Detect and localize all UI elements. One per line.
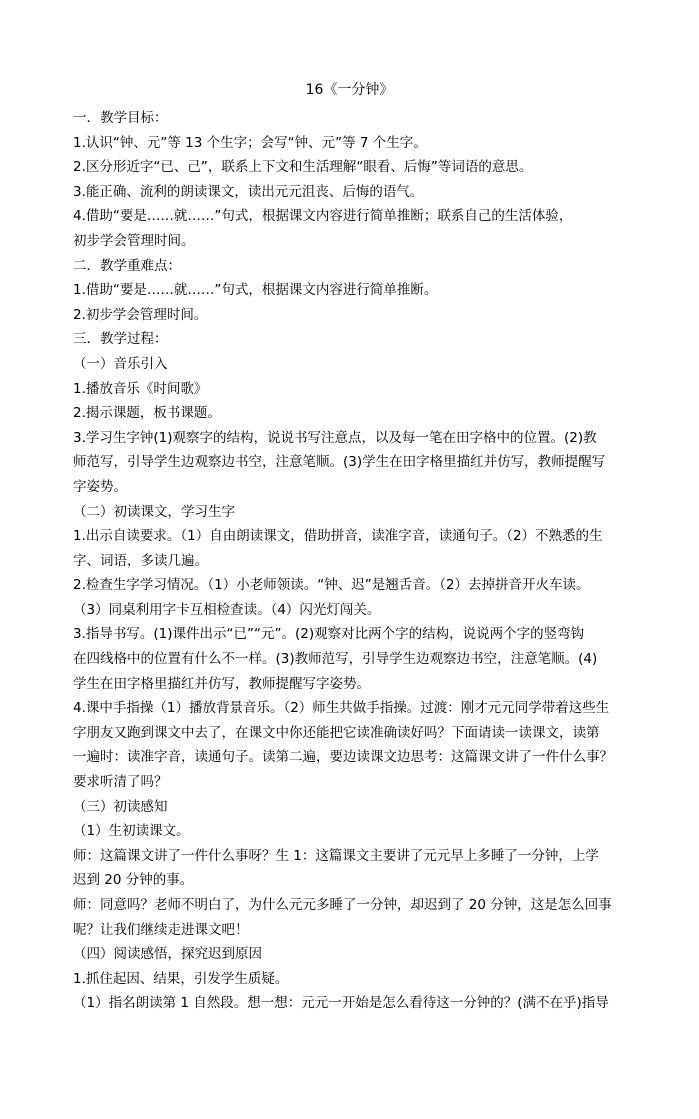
body-line: 3.指导书写。(1)课件出示“已”“元”。(2)观察对比两个字的结构，说说两个字的竖弯钩 (73, 626, 585, 643)
body-line: 4.借助“要是……就……”句式，根据课文内容进行简单推断；联系自己的生活体验， (73, 208, 573, 225)
body-line: （一）音乐引入 (73, 355, 168, 372)
document-body (73, 106, 633, 1016)
body-line: 1.播放音乐《时间歌》 (73, 380, 208, 397)
body-line: （四）阅读感悟，探究迟到原因 (73, 946, 262, 963)
document-title: 16《一分钟》 (305, 82, 394, 98)
body-line: 4.课中手指操（1）播放背景音乐。（2）师生共做手指操。过渡：刚才元元同学带着这些生 (73, 700, 610, 717)
body-line: （三）初读感知 (73, 798, 168, 815)
body-line: 2.检查生字学习情况。（1）小老师领读。“钟、迟”是翘舌音。（2）去掉拼音开火车读。 (73, 577, 590, 594)
body-line: 师：同意吗？老师不明白了，为什么元元多睡了一分钟，却迟到了 20 分钟，这是怎么回事 (73, 897, 612, 913)
body-line: 要求听清了吗？ (73, 774, 168, 791)
body-line: （3）同桌利用字卡互相检查读。（4）闪光灯闯关。 (73, 601, 381, 618)
body-line: 在四线格中的位置有什么不一样。(3)教师范写，引导学生边观察边书空，注意笔顺。(4) (73, 651, 598, 668)
body-line: 3.能正确、流利的朗读课文，读出元元沮丧、后悔的语气。 (73, 183, 424, 200)
body-line: 1.认识“钟、元”等 13 个生字；会写“钟、元”等 7 个生字。 (73, 134, 427, 151)
body-line: 1.借助“要是……就……”句式，根据课文内容进行简单推断。 (73, 282, 438, 299)
body-line: 师：这篇课文讲了一件什么事呀？生 1：这篇课文主要讲了元元早上多睡了一分钟，上学 (73, 847, 599, 864)
body-line: 三．教学过程： (73, 331, 168, 348)
body-line: 3.学习生字钟(1)观察字的结构，说说书写注意点，以及每一笔在田字格中的位置。(2)教 (73, 429, 597, 446)
body-line: 字朋友又跑到课文中去了，在课文中你还能把它读准确读好吗？下面请读一读课文，读第 (73, 724, 600, 741)
body-line: 字、词语，多读几遍。 (73, 552, 208, 569)
body-line: 2.初步学会管理时间。 (73, 306, 208, 323)
body-line: 初步学会管理时间。 (73, 232, 195, 249)
body-line: 呢？让我们继续走进课文吧！ (73, 921, 249, 938)
body-line: 2.揭示课题，板书课题。 (73, 405, 221, 422)
body-line: 学生在田字格里描红并仿写，教师提醒写字姿势。 (73, 675, 370, 692)
body-line: （1）指名朗读第 1 自然段。想一想：元元一开始是怎么看待这一分钟的？(满不在乎)指导 (73, 995, 609, 1012)
body-line: 字姿势。 (73, 478, 127, 495)
body-line: 师范写，引导学生边观察边书空，注意笔顺。(3)学生在田字格里描红并仿写，教师提醒写 (73, 454, 606, 471)
body-line: 迟到 20 分钟的事。 (73, 872, 194, 889)
body-line: 一遍时：读准字音，读通句子。读第二遍，要边读课文边思考：这篇课文讲了一件什么事？ (73, 749, 613, 766)
body-line: 1.抓住起因、结果，引发学生质疑。 (73, 970, 289, 987)
body-line: 一．教学目标： (73, 110, 168, 126)
body-line: 2.区分形近字“已、己”，联系上下文和生活理解“眼看、后悔”等词语的意思。 (73, 159, 533, 176)
body-line: （二）初读课文，学习生字 (73, 503, 235, 520)
body-line: （1）生初读课文。 (73, 823, 190, 840)
body-line: 1.出示自读要求。（1）自由朗读课文，借助拼音，读准字音，读通句子。（2）不熟悉的生 (73, 528, 603, 545)
body-line: 二．教学重难点： (73, 257, 181, 274)
